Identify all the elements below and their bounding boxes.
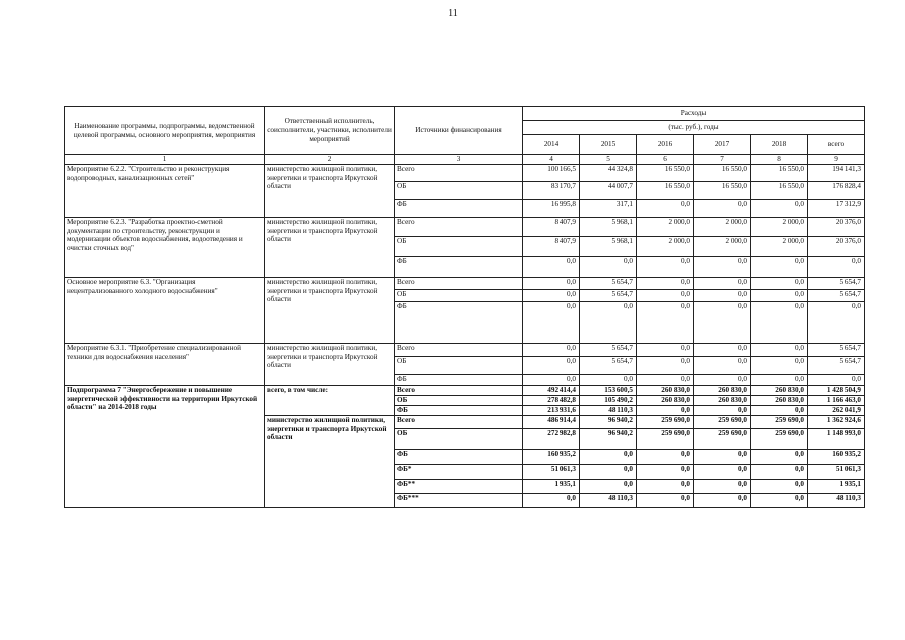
- amount: 0,0: [523, 301, 580, 343]
- amount: 44 324,8: [580, 164, 637, 181]
- source: ОБ: [395, 395, 523, 405]
- amount: 51 061,3: [808, 464, 865, 479]
- amount: 100 166,5: [523, 164, 580, 181]
- amount: 0,0: [751, 449, 808, 464]
- amount: 0,0: [637, 277, 694, 289]
- amount: 0,0: [580, 301, 637, 343]
- amount: 5 654,7: [580, 356, 637, 374]
- source: ФБ: [395, 256, 523, 277]
- source: ФБ: [395, 374, 523, 385]
- amount: 5 968,1: [580, 217, 637, 236]
- amount: 0,0: [694, 277, 751, 289]
- source: ФБ: [395, 199, 523, 217]
- amount: 0,0: [523, 256, 580, 277]
- amount: 194 141,3: [808, 164, 865, 181]
- amount: 20 376,0: [808, 217, 865, 236]
- amount: 0,0: [751, 405, 808, 415]
- source: Всего: [395, 164, 523, 181]
- amount: 0,0: [637, 449, 694, 464]
- source: ФБ**: [395, 479, 523, 493]
- amount: 0,0: [637, 479, 694, 493]
- amount: 44 007,7: [580, 181, 637, 199]
- amount: 0,0: [637, 343, 694, 356]
- amount: 260 830,0: [637, 385, 694, 395]
- amount: 492 414,4: [523, 385, 580, 395]
- amount: 20 376,0: [808, 236, 865, 256]
- responsible: министерство жилищной политики, энергетики и транспорта Иркутской области: [265, 277, 395, 343]
- column-index-row: [65, 155, 865, 165]
- header-year: 2014: [523, 135, 580, 155]
- amount: 260 830,0: [751, 385, 808, 395]
- header-year: 2015: [580, 135, 637, 155]
- amount: 48 110,3: [808, 493, 865, 507]
- amount: 96 940,2: [580, 415, 637, 428]
- amount: 0,0: [694, 289, 751, 301]
- table-row: [65, 277, 865, 289]
- amount: 278 482,8: [523, 395, 580, 405]
- source: Всего: [395, 343, 523, 356]
- amount: 272 982,8: [523, 428, 580, 449]
- amount: 0,0: [523, 356, 580, 374]
- amount: 0,0: [751, 493, 808, 507]
- column-index: 7: [694, 155, 751, 165]
- amount: 16 550,0: [694, 181, 751, 199]
- amount: 260 830,0: [694, 385, 751, 395]
- activity-name: Мероприятие 6.2.3. "Разработка проектно-сметной документации по строительству, реконструкции и модернизации объектов водоснабжения, водоотведения и очистки сточных вод": [65, 217, 265, 277]
- amount: 2 000,0: [694, 217, 751, 236]
- amount: 51 061,3: [523, 464, 580, 479]
- amount: 160 935,2: [523, 449, 580, 464]
- amount: 0,0: [694, 199, 751, 217]
- amount: 0,0: [637, 256, 694, 277]
- responsible: министерство жилищной политики, энергетики и транспорта Иркутской области: [265, 343, 395, 385]
- amount: 0,0: [637, 464, 694, 479]
- amount: 0,0: [580, 374, 637, 385]
- responsible: министерство жилищной политики, энергетики и транспорта Иркутской области: [265, 164, 395, 217]
- table-row: [65, 343, 865, 356]
- amount: 2 000,0: [751, 217, 808, 236]
- responsible: всего, в том числе:: [265, 385, 395, 415]
- table-body: [65, 155, 865, 508]
- amount: 2 000,0: [694, 236, 751, 256]
- source: Всего: [395, 217, 523, 236]
- source: ФБ: [395, 301, 523, 343]
- amount: 0,0: [694, 256, 751, 277]
- amount: 0,0: [637, 374, 694, 385]
- amount: 176 828,4: [808, 181, 865, 199]
- source: ОБ: [395, 356, 523, 374]
- amount: 0,0: [694, 493, 751, 507]
- amount: 1 148 993,0: [808, 428, 865, 449]
- column-index: 6: [637, 155, 694, 165]
- amount: 153 600,5: [580, 385, 637, 395]
- amount: 1 428 504,9: [808, 385, 865, 395]
- amount: 5 654,7: [580, 289, 637, 301]
- amount: 0,0: [751, 479, 808, 493]
- amount: 0,0: [751, 374, 808, 385]
- amount: 16 550,0: [637, 164, 694, 181]
- table-row: [65, 217, 865, 236]
- amount: 0,0: [637, 493, 694, 507]
- amount: 0,0: [637, 199, 694, 217]
- amount: 0,0: [808, 301, 865, 343]
- amount: 0,0: [751, 256, 808, 277]
- header-total: всего: [808, 135, 865, 155]
- amount: 0,0: [694, 356, 751, 374]
- table-header: [65, 107, 865, 155]
- header-name: Наименование программы, подпрограммы, ведомственной целевой программы, основного мероприятия, мероприятия: [65, 107, 265, 155]
- amount: 83 170,7: [523, 181, 580, 199]
- amount: 0,0: [751, 199, 808, 217]
- source: Всего: [395, 385, 523, 395]
- amount: 160 935,2: [808, 449, 865, 464]
- amount: 0,0: [751, 289, 808, 301]
- source: ОБ: [395, 181, 523, 199]
- amount: 0,0: [637, 289, 694, 301]
- amount: 259 690,0: [694, 415, 751, 428]
- amount: 213 931,6: [523, 405, 580, 415]
- subprogram-name: Подпрограмма 7 "Энергосбережение и повышение энергетической эффективности на территории Иркутской области" на 2014-2018 годы: [65, 385, 265, 507]
- amount: 2 000,0: [751, 236, 808, 256]
- header-unit: (тыс. руб.), годы: [523, 121, 865, 135]
- amount: 2 000,0: [637, 217, 694, 236]
- column-index: 1: [65, 155, 265, 165]
- responsible: министерство жилищной политики, энергетики и транспорта Иркутской области: [265, 415, 395, 507]
- activity-name: Мероприятие 6.2.2. "Строительство и реконструкция водопроводных, канализационных сетей": [65, 164, 265, 217]
- source: Всего: [395, 415, 523, 428]
- amount: 262 041,9: [808, 405, 865, 415]
- amount: 0,0: [694, 449, 751, 464]
- source: ОБ: [395, 428, 523, 449]
- amount: 259 690,0: [751, 428, 808, 449]
- amount: 5 654,7: [580, 277, 637, 289]
- amount: 16 995,8: [523, 199, 580, 217]
- amount: 16 550,0: [637, 181, 694, 199]
- column-index: 5: [580, 155, 637, 165]
- amount: 5 654,7: [808, 343, 865, 356]
- amount: 0,0: [751, 464, 808, 479]
- amount: 0,0: [694, 405, 751, 415]
- amount: 16 550,0: [751, 181, 808, 199]
- amount: 0,0: [523, 289, 580, 301]
- amount: 259 690,0: [694, 428, 751, 449]
- amount: 0,0: [694, 301, 751, 343]
- table-row: [65, 164, 865, 181]
- amount: 0,0: [694, 464, 751, 479]
- amount: 17 312,9: [808, 199, 865, 217]
- amount: 0,0: [808, 256, 865, 277]
- amount: 0,0: [580, 256, 637, 277]
- amount: 8 407,9: [523, 236, 580, 256]
- amount: 5 654,7: [808, 277, 865, 289]
- amount: 486 914,4: [523, 415, 580, 428]
- header-expenses: Расходы: [523, 107, 865, 121]
- header-year: 2016: [637, 135, 694, 155]
- amount: 0,0: [694, 479, 751, 493]
- financing-table: [64, 106, 865, 508]
- amount: 0,0: [523, 374, 580, 385]
- amount: 0,0: [580, 479, 637, 493]
- page-number: 11: [448, 8, 458, 19]
- activity-name: Основное мероприятие 6.3. "Организация нецентрализованного холодного водоснабжения": [65, 277, 265, 343]
- amount: 0,0: [637, 356, 694, 374]
- amount: 8 407,9: [523, 217, 580, 236]
- amount: 48 110,3: [580, 493, 637, 507]
- amount: 5 968,1: [580, 236, 637, 256]
- amount: 0,0: [751, 356, 808, 374]
- amount: 0,0: [523, 277, 580, 289]
- amount: 259 690,0: [637, 415, 694, 428]
- amount: 260 830,0: [751, 395, 808, 405]
- source: ФБ***: [395, 493, 523, 507]
- amount: 96 940,2: [580, 428, 637, 449]
- amount: 0,0: [523, 493, 580, 507]
- header-responsible: Ответственный исполнитель, соисполнители, участники, исполнители мероприятий: [265, 107, 395, 155]
- source: Всего: [395, 277, 523, 289]
- responsible: министерство жилищной политики, энергетики и транспорта Иркутской области: [265, 217, 395, 277]
- amount: 260 830,0: [637, 395, 694, 405]
- column-index: 2: [265, 155, 395, 165]
- amount: 2 000,0: [637, 236, 694, 256]
- source: ФБ*: [395, 464, 523, 479]
- amount: 105 490,2: [580, 395, 637, 405]
- amount: 1 362 924,6: [808, 415, 865, 428]
- amount: 5 654,7: [580, 343, 637, 356]
- column-index: 9: [808, 155, 865, 165]
- amount: 16 550,0: [694, 164, 751, 181]
- amount: 0,0: [637, 405, 694, 415]
- amount: 1 935,1: [808, 479, 865, 493]
- source: ФБ: [395, 449, 523, 464]
- amount: 0,0: [694, 374, 751, 385]
- column-index: 3: [395, 155, 523, 165]
- amount: 0,0: [523, 343, 580, 356]
- source: ФБ: [395, 405, 523, 415]
- amount: 0,0: [580, 449, 637, 464]
- amount: 1 935,1: [523, 479, 580, 493]
- amount: 0,0: [637, 301, 694, 343]
- source: ОБ: [395, 236, 523, 256]
- header-year: 2017: [694, 135, 751, 155]
- header-source: Источники финансирования: [395, 107, 523, 155]
- amount: 48 110,3: [580, 405, 637, 415]
- source: ОБ: [395, 289, 523, 301]
- amount: 16 550,0: [751, 164, 808, 181]
- amount: 0,0: [580, 464, 637, 479]
- amount: 1 166 463,0: [808, 395, 865, 405]
- amount: 0,0: [808, 374, 865, 385]
- amount: 317,1: [580, 199, 637, 217]
- amount: 259 690,0: [751, 415, 808, 428]
- amount: 0,0: [751, 343, 808, 356]
- column-index: 8: [751, 155, 808, 165]
- amount: 0,0: [694, 343, 751, 356]
- amount: 0,0: [751, 277, 808, 289]
- amount: 5 654,7: [808, 289, 865, 301]
- amount: 259 690,0: [637, 428, 694, 449]
- table-row: [65, 385, 865, 395]
- column-index: 4: [523, 155, 580, 165]
- amount: 5 654,7: [808, 356, 865, 374]
- activity-name: Мероприятие 6.3.1. "Приобретение специализированной техники для водоснабжения населения": [65, 343, 265, 385]
- header-year: 2018: [751, 135, 808, 155]
- amount: 0,0: [751, 301, 808, 343]
- amount: 260 830,0: [694, 395, 751, 405]
